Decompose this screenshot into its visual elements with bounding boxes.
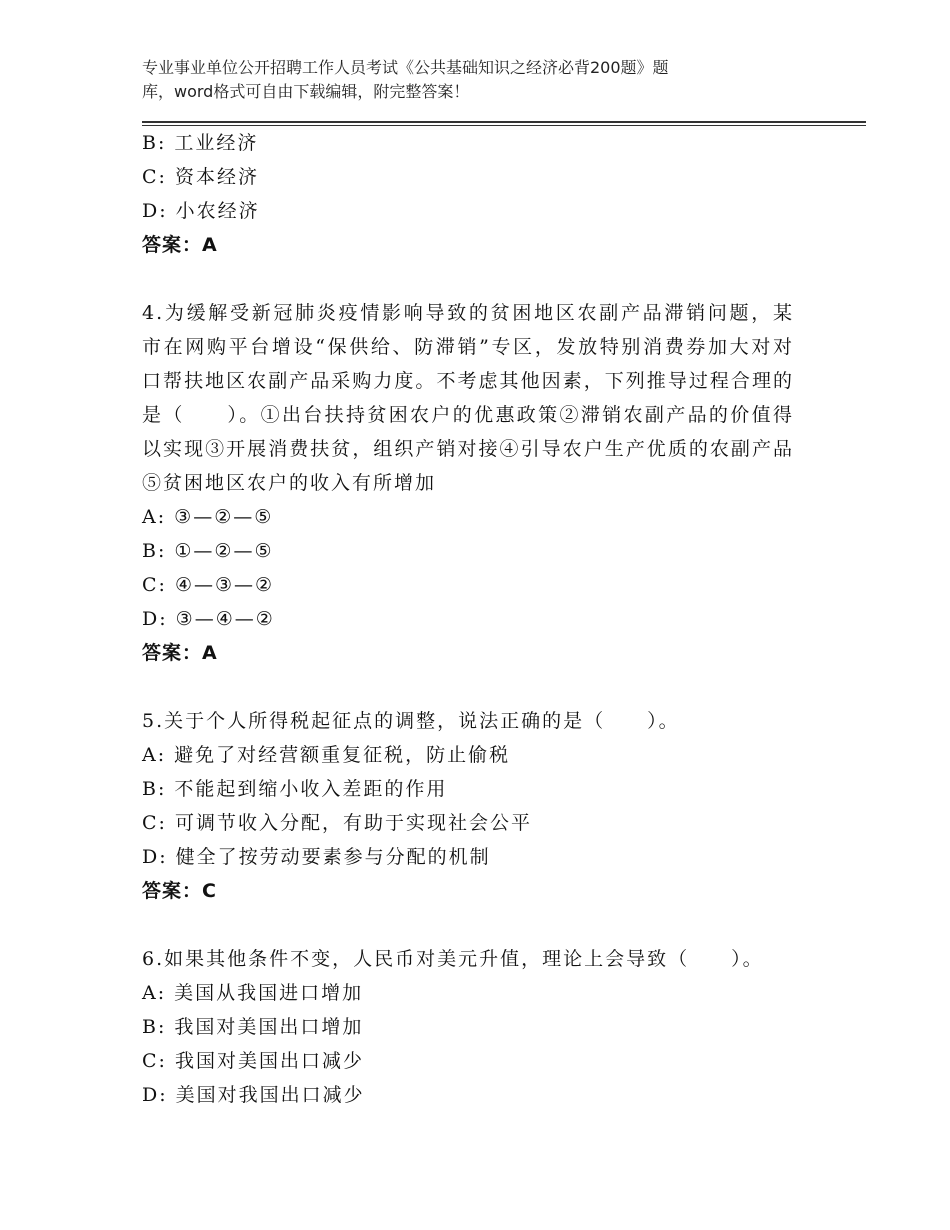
q5-option-c: C: 可调节收入分配，有助于实现社会公平 bbox=[142, 812, 532, 834]
document-header bbox=[142, 56, 782, 104]
spacer bbox=[142, 262, 802, 296]
q4-option-d: D: ③—④—② bbox=[142, 608, 275, 630]
q5-question-text: 5.关于个人所得税起征点的调整，说法正确的是（ ）。 bbox=[142, 710, 680, 732]
q4-option-b: B: ①—②—⑤ bbox=[142, 540, 274, 562]
q4-question-text: 4.为缓解受新冠肺炎疫情影响导致的贫困地区农副产品滞销问题，某市在网购平台增设“保供给、防滞销”专区，发放特别消费券加大对对口帮扶地区农副产品采购力度。不考虑其他因素，下列推导过程合理的是（ ）。①出台扶持贫困农户的优惠政策②滞销农副产品的价值得以实现③开展消费扶贫，组织产销对接④引导农户生产优质的农副产品⑤贫困地区农户的收入有所增加 bbox=[142, 302, 794, 494]
spacer bbox=[142, 670, 802, 704]
q6-option-a: A: 美国从我国进口增加 bbox=[142, 982, 364, 1004]
q3-answer: 答案：A bbox=[142, 234, 218, 256]
q3-option-d: D: 小农经济 bbox=[142, 200, 260, 222]
q4-answer: 答案：A bbox=[142, 642, 218, 664]
header-line-1: 专业事业单位公开招聘工作人员考试《公共基础知识之经济必背200题》题 bbox=[142, 58, 669, 77]
q6-option-c: C: 我国对美国出口减少 bbox=[142, 1050, 364, 1072]
header-line-2: 库，word格式可自由下载编辑，附完整答案！ bbox=[142, 82, 470, 101]
q6-option-d: D: 美国对我国出口减少 bbox=[142, 1084, 365, 1106]
q3-option-b: B: 工业经济 bbox=[142, 132, 259, 154]
q6-question-text: 6.如果其他条件不变，人民币对美元升值，理论上会导致（ ）。 bbox=[142, 948, 764, 970]
q4-option-a: A: ③—②—⑤ bbox=[142, 506, 274, 528]
spacer bbox=[142, 908, 802, 942]
q4-option-c: C: ④—③—② bbox=[142, 574, 275, 596]
document-content bbox=[142, 126, 802, 1112]
q6-option-b: B: 我国对美国出口增加 bbox=[142, 1016, 364, 1038]
q5-option-d: D: 健全了按劳动要素参与分配的机制 bbox=[142, 846, 491, 868]
q3-option-c: C: 资本经济 bbox=[142, 166, 259, 188]
q5-answer: 答案：C bbox=[142, 880, 217, 902]
q5-option-a: A: 避免了对经营额重复征税，防止偷税 bbox=[142, 744, 511, 766]
header-rule-thick bbox=[142, 121, 866, 123]
q5-option-b: B: 不能起到缩小收入差距的作用 bbox=[142, 778, 448, 800]
